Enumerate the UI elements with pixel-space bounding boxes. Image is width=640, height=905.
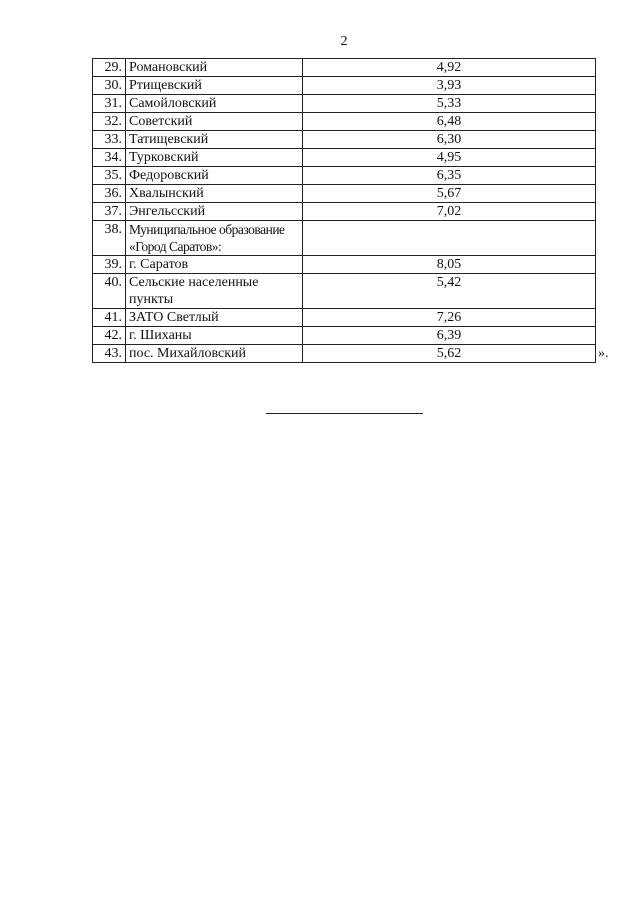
end-divider [266, 413, 423, 414]
coefficient-value: 7,26 [303, 309, 596, 327]
table-row [93, 167, 596, 185]
coefficient-value: 5,42 [303, 274, 596, 309]
coefficients-table [92, 58, 596, 363]
table-row [93, 131, 596, 149]
table-row [93, 309, 596, 327]
row-number: 33. [93, 131, 126, 149]
table-row [93, 327, 596, 345]
district-name: Энгельсский [126, 203, 303, 221]
row-number: 39. [93, 256, 126, 274]
row-number: 43. [93, 345, 126, 363]
district-name: Сельские населенные пункты [126, 274, 303, 309]
table-row [93, 59, 596, 77]
row-number: 38. [93, 221, 126, 256]
row-number: 34. [93, 149, 126, 167]
table-row [93, 256, 596, 274]
table-row [93, 77, 596, 95]
coefficient-value: 4,92 [303, 59, 596, 77]
row-number: 41. [93, 309, 126, 327]
closing-quote-mark: ». [598, 346, 609, 361]
coefficient-value: 6,48 [303, 113, 596, 131]
row-number: 30. [93, 77, 126, 95]
district-name: Муниципальное образование «Город Саратов»: [126, 221, 303, 256]
district-name: Хвалынский [126, 185, 303, 203]
table-row [93, 274, 596, 309]
row-number: 29. [93, 59, 126, 77]
coefficient-value: 6,39 [303, 327, 596, 345]
coefficient-value: 5,33 [303, 95, 596, 113]
table-row [93, 203, 596, 221]
row-number: 32. [93, 113, 126, 131]
coefficient-value: 8,05 [303, 256, 596, 274]
row-number: 31. [93, 95, 126, 113]
coefficient-value: 4,95 [303, 149, 596, 167]
page-number: 2 [340, 34, 348, 49]
coefficient-value [303, 221, 596, 256]
table-row [93, 345, 596, 363]
table-row [93, 113, 596, 131]
district-name: Романовский [126, 59, 303, 77]
coefficient-value: 3,93 [303, 77, 596, 95]
table-row [93, 185, 596, 203]
row-number: 35. [93, 167, 126, 185]
coefficient-value: 7,02 [303, 203, 596, 221]
district-name: Федоровский [126, 167, 303, 185]
coefficient-value: 6,35 [303, 167, 596, 185]
coefficient-value: 6,30 [303, 131, 596, 149]
row-number: 40. [93, 274, 126, 309]
district-name: ЗАТО Светлый [126, 309, 303, 327]
row-number: 37. [93, 203, 126, 221]
table-row [93, 221, 596, 256]
table-row [93, 149, 596, 167]
coefficient-value: 5,62 [303, 345, 596, 363]
row-number: 42. [93, 327, 126, 345]
district-name: Татищевский [126, 131, 303, 149]
district-name: пос. Михайловский [126, 345, 303, 363]
district-name: Ртищевский [126, 77, 303, 95]
row-number: 36. [93, 185, 126, 203]
district-name: Самойловский [126, 95, 303, 113]
district-name: Турковский [126, 149, 303, 167]
district-name: г. Саратов [126, 256, 303, 274]
district-name: г. Шиханы [126, 327, 303, 345]
table-row [93, 95, 596, 113]
district-name: Советский [126, 113, 303, 131]
coefficient-value: 5,67 [303, 185, 596, 203]
